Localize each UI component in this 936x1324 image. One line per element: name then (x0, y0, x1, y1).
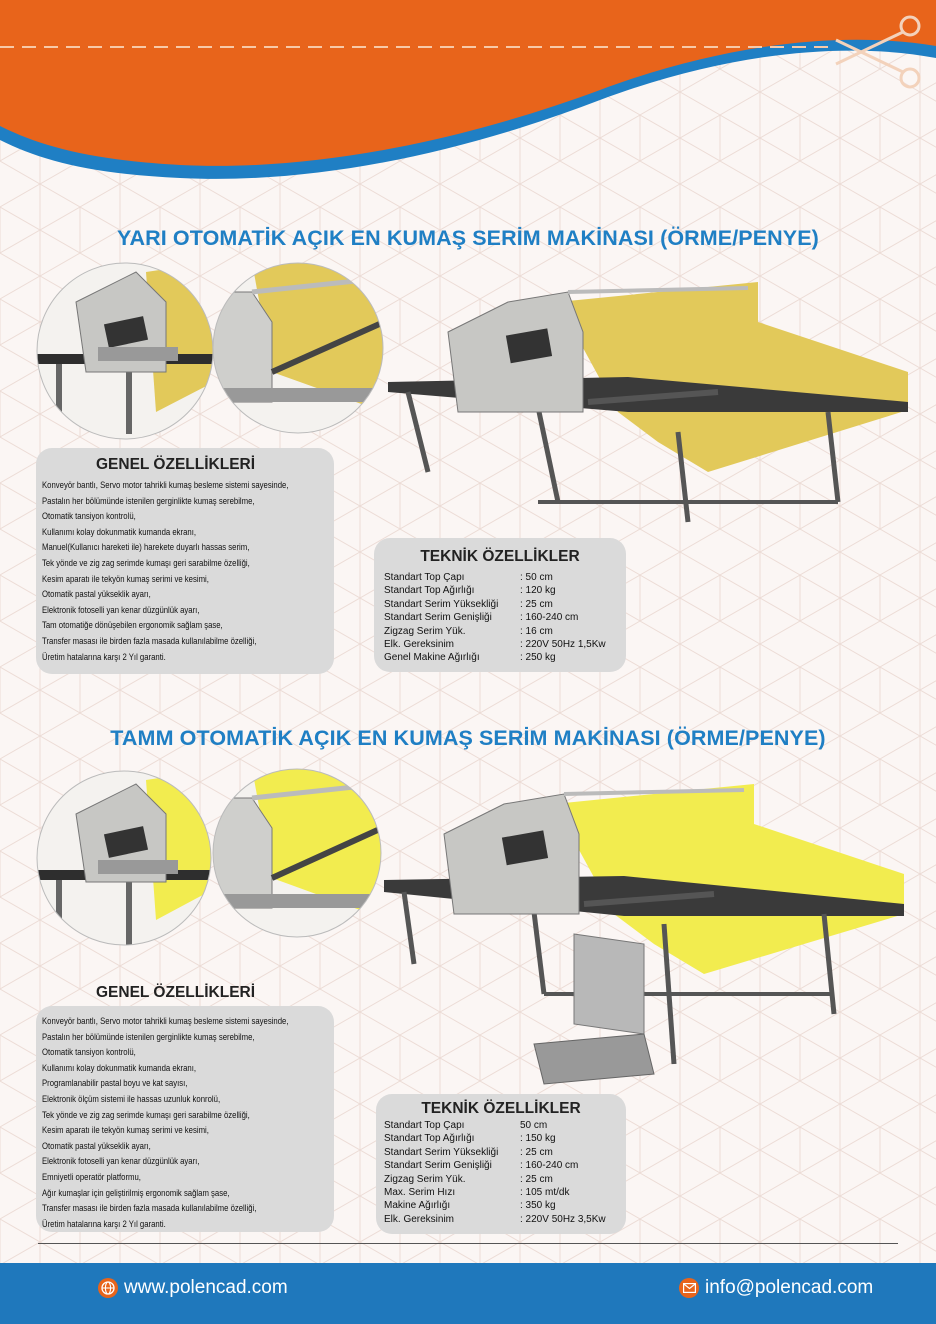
tech-row: Standart Serim Yüksekliği : 25 cm (384, 598, 553, 610)
header-wave (0, 0, 936, 200)
tech-row: Max. Serim Hızı : 105 mt/dk (384, 1187, 570, 1199)
section2-photo-detail-left (36, 770, 212, 946)
scissors-icon (828, 8, 928, 98)
list-item: Ağır kumaşlar için geliştirilmiş ergonomik sağlam şase, (42, 1187, 230, 1198)
tech-row: Standart Top Çapı : 50 cm (384, 572, 553, 583)
section1-features-list (42, 478, 288, 665)
footer (0, 1263, 936, 1324)
section1-machine-photo (388, 262, 908, 540)
list-item: Elektronik ölçüm sistemi ile hassas uzunluk konrolü, (42, 1093, 221, 1104)
section2-features-list (42, 1014, 288, 1232)
section1-photo-detail-right (212, 262, 384, 434)
list-item: Manuel(Kullanıcı hareketi ile) harekete duyarlı hassas serim, (42, 542, 250, 553)
tech-row: Standart Serim Yüksekliği : 25 cm (384, 1146, 553, 1158)
section1-title: YARI OTOMATİK AÇIK EN KUMAŞ SERİM MAKİNASI (ÖRME/PENYE) (117, 226, 819, 250)
list-item: Elektronik fotoselli yan kenar düzgünlük ayarı, (42, 604, 200, 615)
tech-row: Genel Makine Ağırlığı : 250 kg (384, 652, 556, 664)
section1-tech-heading: TEKNİK ÖZELLİKLER (420, 548, 580, 565)
tech-row: Makine Ağırlığı : 350 kg (384, 1200, 556, 1212)
tech-row: Elk. Gereksinim : 220V 50Hz 3,5Kw (384, 1213, 606, 1225)
list-item: Transfer masası ile birden fazla masada kullanılabilme özelliği, (42, 635, 257, 646)
list-item: Tek yönde ve zig zag serimde kumaşı geri sarabilme özelliği, (42, 1109, 250, 1120)
list-item: Programlanabilir pastal boyu ve kat sayısı, (42, 1078, 188, 1089)
section1-features-heading: GENEL ÖZELLİKLERİ (96, 456, 256, 473)
tech-row: Standart Serim Genişliği : 160-240 cm (384, 1160, 579, 1172)
email-link[interactable] (679, 1277, 873, 1299)
website-text: www.polencad.com (124, 1277, 288, 1298)
list-item: Konveyör bantlı, Servo motor tahrikli kumaş besleme sistemi sayesinde, (42, 480, 289, 490)
list-item: Emniyetli operatör platformu, (42, 1171, 141, 1182)
list-item: Pastalın her bölümünde istenilen gerginlikte kumaş serebilme, (42, 1031, 255, 1042)
email-text: info@polencad.com (705, 1277, 874, 1298)
list-item: Transfer masası ile birden fazla masada kullanılabilme özelliği, (42, 1203, 257, 1214)
list-item: Kesim aparatı ile tekyön kumaş serimi ve kesimi, (42, 573, 209, 584)
list-item: Tam otomatiğe dönüşebilen ergonomik sağlam şase, (42, 620, 223, 631)
section2-features-heading: GENEL ÖZELLİKLERİ (96, 984, 256, 1001)
list-item: Otomatik pastal yükseklik ayarı, (42, 589, 151, 600)
list-item: Elektronik fotoselli yan kenar düzgünlük ayarı, (42, 1156, 200, 1167)
section2-machine-photo (384, 764, 904, 1094)
list-item: Kullanımı kolay dokunmatik kumanda ekranı, (42, 1062, 197, 1073)
tech-row: Standart Top Ağırlığı : 120 kg (384, 585, 556, 597)
envelope-icon (679, 1278, 699, 1298)
section2-tech-table (384, 1119, 606, 1226)
list-item: Tek yönde ve zig zag serimde kumaşı geri sarabilme özelliği, (42, 557, 250, 568)
section2-tech-heading: TEKNİK ÖZELLİKLER (421, 1100, 581, 1117)
footer-divider (38, 1243, 898, 1244)
tech-row: Standart Top Ağırlığı : 150 kg (384, 1133, 556, 1145)
section1-tech-box (374, 538, 626, 672)
list-item: Otomatik pastal yükseklik ayarı, (42, 1140, 151, 1151)
section2-photo-detail-right (212, 768, 382, 938)
tech-row: Standart Serim Genişliği : 160-240 cm (384, 612, 579, 624)
section1-tech-table (384, 571, 606, 665)
list-item: Otomatik tansiyon kontrolü, (42, 1047, 136, 1058)
tech-row: Elk. Gereksinim : 220V 50Hz 1,5Kw (384, 639, 606, 651)
section2-title: TAMM OTOMATİK AÇIK EN KUMAŞ SERİM MAKİNASI (ÖRME/PENYE) (110, 726, 826, 750)
list-item: Pastalın her bölümünde istenilen gerginlikte kumaş serebilme, (42, 495, 255, 506)
list-item: Üretim hatalarına karşı 2 Yıl garanti. (42, 651, 166, 662)
list-item: Kullanımı kolay dokunmatik kumanda ekranı, (42, 526, 197, 537)
website-link[interactable] (98, 1277, 288, 1299)
list-item: Konveyör bantlı, Servo motor tahrikli kumaş besleme sistemi sayesinde, (42, 1016, 289, 1026)
section1-photo-detail-left (36, 262, 214, 440)
section2-tech-box (376, 1094, 626, 1234)
list-item: Otomatik tansiyon kontrolü, (42, 511, 136, 522)
globe-icon (98, 1278, 118, 1298)
tech-row: Standart Top Çapı 50 cm (384, 1120, 548, 1131)
list-item: Üretim hatalarına karşı 2 Yıl garanti. (42, 1218, 166, 1229)
tech-row: Zigzag Serim Yük. : 25 cm (384, 1173, 553, 1185)
tech-row: Zigzag Serim Yük. : 16 cm (384, 625, 553, 637)
list-item: Kesim aparatı ile tekyön kumaş serimi ve kesimi, (42, 1125, 209, 1136)
